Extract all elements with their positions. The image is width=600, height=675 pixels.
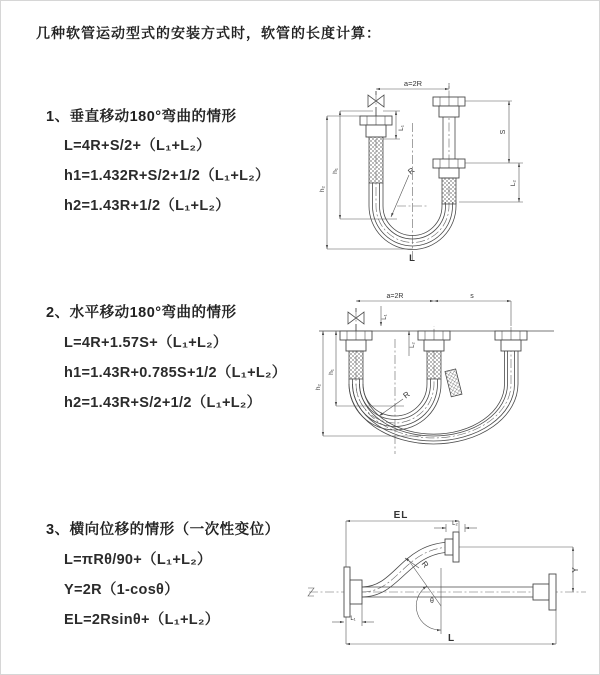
dim-label-a2r: a=2R <box>403 79 423 88</box>
braid-section <box>427 351 441 379</box>
section-1-heading: 1、垂直移动180°弯曲的情形 <box>46 109 237 125</box>
page-title: 几种软管运动型式的安装方式时，软管的长度计算： <box>36 25 381 41</box>
section-2-formula-h2: h2=1.43R+S/2+1/2（L₁+L₂） <box>64 395 262 411</box>
dim-label-l2: L₂ <box>452 521 458 527</box>
section-1-formula-h1: h1=1.432R+S/2+1/2（L₁+L₂） <box>64 168 270 184</box>
dim-label-r: R <box>401 389 412 401</box>
diagram-lateral-displacement <box>301 506 600 658</box>
dim-label-s: s <box>470 293 474 300</box>
dim-label-r: R <box>419 559 431 570</box>
section-2-heading: 2、水平移动180°弯曲的情形 <box>46 305 237 321</box>
dim-label-l2: L₂ <box>510 179 517 187</box>
braid-section <box>369 137 383 183</box>
braid-section <box>349 351 363 379</box>
dim-label-l1: L₁ <box>398 125 405 131</box>
diagram-horizontal-180-bend <box>309 284 600 476</box>
section-2-formula-L: L=4R+1.57S+（L₁+L₂） <box>64 335 228 351</box>
section-3-formula-EL: EL=2Rsinθ+（L₁+L₂） <box>64 612 220 628</box>
section-3-heading: 3、横向位移的情形（一次性变位） <box>46 522 280 538</box>
dim-label-h2: h₂ <box>315 383 322 391</box>
dim-label-el: EL <box>393 510 409 521</box>
braid-section <box>445 369 462 397</box>
section-2-formula-h1: h1=1.43R+0.785S+1/2（L₁+L₂） <box>64 365 287 381</box>
left-flange <box>360 116 392 183</box>
dim-label-h1: h₁ <box>332 168 339 174</box>
dim-label-l1: L₁ <box>350 616 356 622</box>
braid-section <box>442 178 456 204</box>
left-flange <box>340 331 372 379</box>
diagram-vertical-180-bend <box>313 71 558 263</box>
dim-label-y: Y <box>571 567 580 573</box>
right-flange <box>495 331 527 351</box>
dim-label-theta: θ <box>430 598 434 605</box>
section-3-formula-L: L=πRθ/90+（L₁+L₂） <box>64 552 212 568</box>
dim-label-l1: L₁ <box>382 314 388 320</box>
left-flange <box>344 567 362 617</box>
section-3-formula-Y: Y=2R（1-cosθ） <box>64 582 179 598</box>
dim-label-h1: h₁ <box>328 369 335 375</box>
dimensions <box>319 79 523 264</box>
section-1-formula-h2: h2=1.43R+1/2（L₁+L₂） <box>64 198 231 214</box>
section-1-formula-L: L=4R+S/2+（L₁+L₂） <box>64 138 211 154</box>
dim-label-h2: h₂ <box>319 185 326 193</box>
dim-label-s: S <box>500 129 507 135</box>
centerlines <box>356 308 511 454</box>
dimensions <box>332 510 580 644</box>
dim-label-a2r: a=2R <box>386 293 404 300</box>
dim-label-l: L <box>447 633 455 644</box>
dim-label-r: R <box>406 165 417 177</box>
dim-label-l: L <box>409 253 415 264</box>
dim-label-l2: L₂ <box>410 342 416 348</box>
